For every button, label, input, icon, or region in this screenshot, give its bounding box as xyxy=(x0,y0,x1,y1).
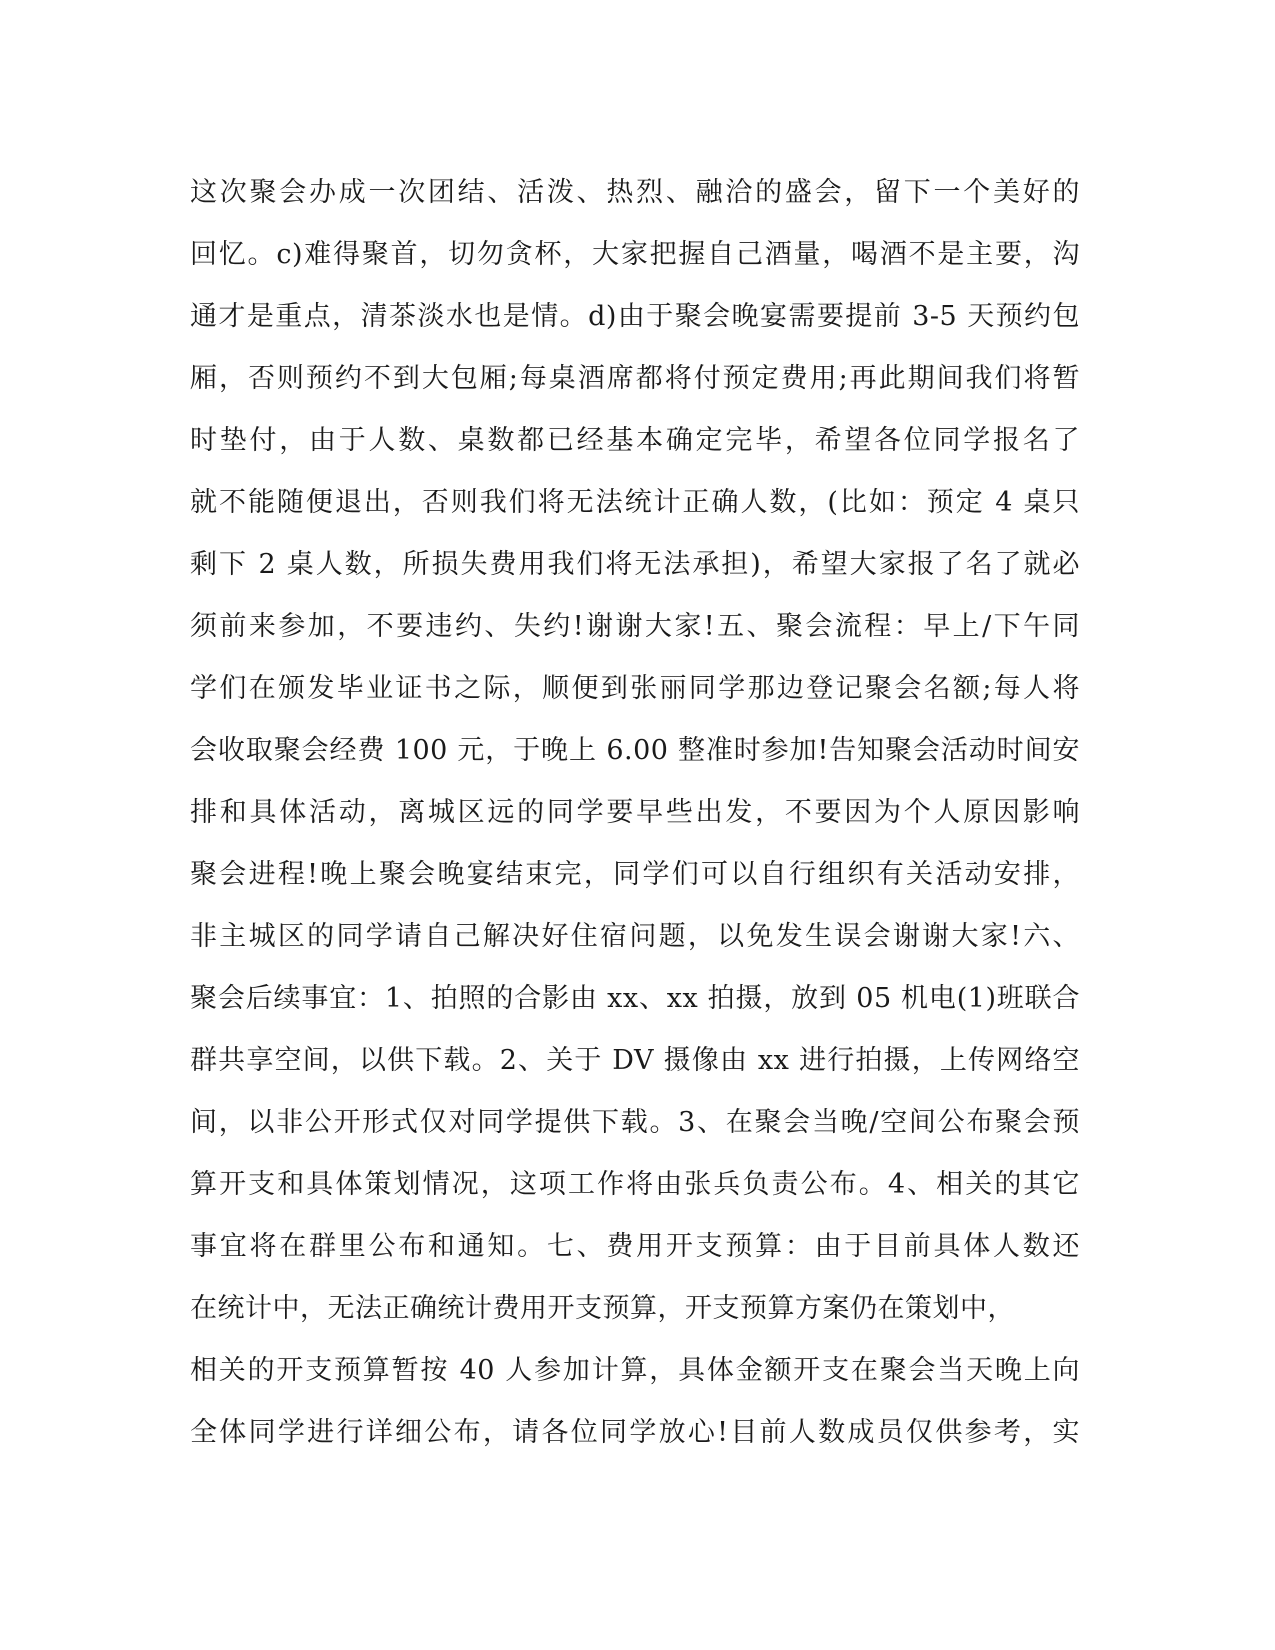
text-line: 群共享空间，以供下载。2、关于 DV 摄像由 xx 进行拍摄，上传网络空 xyxy=(190,1045,1080,1076)
text-line: 全体同学进行详细公布，请各位同学放心!目前人数成员仅供参考，实 xyxy=(190,1417,1080,1448)
text-line: 算开支和具体策划情况，这项工作将由张兵负责公布。4、相关的其它 xyxy=(190,1169,1080,1200)
text-line: 回忆。c)难得聚首，切勿贪杯，大家把握自己酒量，喝酒不是主要，沟 xyxy=(190,239,1080,270)
text-line: 会收取聚会经费 100 元，于晚上 6.00 整准时参加!告知聚会活动时间安 xyxy=(190,735,1080,766)
text-line: 通才是重点，清茶淡水也是情。d)由于聚会晚宴需要提前 3-5 天预约包 xyxy=(190,301,1080,332)
text-line: 排和具体活动，离城区远的同学要早些出发，不要因为个人原因影响 xyxy=(190,797,1080,828)
text-line: 事宜将在群里公布和通知。七、费用开支预算：由于目前具体人数还 xyxy=(190,1231,1080,1262)
text-line: 时垫付，由于人数、桌数都已经基本确定完毕，希望各位同学报名了 xyxy=(190,425,1080,456)
text-line: 厢，否则预约不到大包厢;每桌酒席都将付预定费用;再此期间我们将暂 xyxy=(190,363,1080,394)
text-line: 须前来参加，不要违约、失约!谢谢大家!五、聚会流程：早上/下午同 xyxy=(190,611,1080,642)
text-line: 在统计中，无法正确统计费用开支预算，开支预算方案仍在策划中， xyxy=(190,1293,1015,1324)
text-line: 就不能随便退出，否则我们将无法统计正确人数，(比如：预定 4 桌只 xyxy=(190,487,1080,518)
text-line: 非主城区的同学请自己解决好住宿问题，以免发生误会谢谢大家!六、 xyxy=(190,921,1080,952)
text-line: 这次聚会办成一次团结、活泼、热烈、融洽的盛会，留下一个美好的 xyxy=(190,177,1080,208)
text-line: 相关的开支预算暂按 40 人参加计算，具体金额开支在聚会当天晚上向 xyxy=(190,1355,1080,1386)
text-line: 间，以非公开形式仅对同学提供下载。3、在聚会当晚/空间公布聚会预 xyxy=(190,1107,1080,1138)
text-line: 聚会后续事宜：1、拍照的合影由 xx、xx 拍摄，放到 05 机电(1)班联合 xyxy=(190,983,1080,1014)
document-body xyxy=(190,162,1080,1464)
text-line: 聚会进程!晚上聚会晚宴结束完，同学们可以自行组织有关活动安排， xyxy=(190,859,1080,890)
text-line: 剩下 2 桌人数，所损失费用我们将无法承担)，希望大家报了名了就必 xyxy=(190,549,1080,580)
text-line: 学们在颁发毕业证书之际，顺便到张丽同学那边登记聚会名额;每人将 xyxy=(190,673,1080,704)
